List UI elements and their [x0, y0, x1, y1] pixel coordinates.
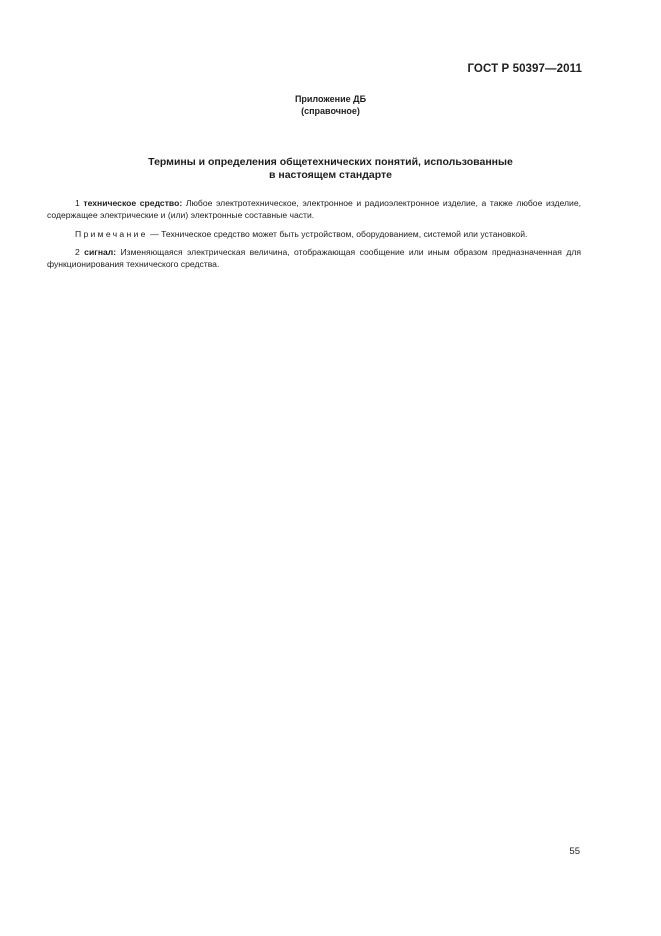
section-title	[0, 156, 661, 182]
appendix-heading	[0, 94, 661, 117]
term-number: 2	[75, 246, 80, 257]
section-title-line-2: в настоящем стандарте	[269, 169, 392, 181]
term-note	[47, 228, 581, 240]
note-label: Примечание	[75, 228, 148, 239]
note-text: — Техническое средство может быть устройством, оборудованием, системой или установкой.	[150, 228, 528, 239]
term-name: техническое средство:	[83, 198, 183, 208]
page-number: 55	[569, 846, 580, 857]
section-title-line-1: Термины и определения общетехнических понятий, использованные	[148, 156, 513, 168]
term-number: 1	[75, 198, 80, 208]
term-name: сигнал:	[84, 246, 117, 257]
term-definition: Изменяющаяся электрическая величина, отображающая сообщение или иным образом предназначенная для функционирования технического средства.	[47, 246, 582, 270]
document-code: ГОСТ Р 50397—2011	[467, 63, 582, 75]
terms-list	[47, 197, 581, 276]
appendix-subtitle: (справочное)	[301, 105, 360, 116]
term-entry-2	[47, 246, 581, 271]
term-entry-1	[47, 197, 581, 222]
appendix-title: Приложение ДБ	[294, 94, 367, 104]
term-definition: Любое электротехническое, электронное и радиоэлектронное изделие, а также любое изделие, содержащее электрические и (или) электронные составные части.	[47, 198, 582, 221]
